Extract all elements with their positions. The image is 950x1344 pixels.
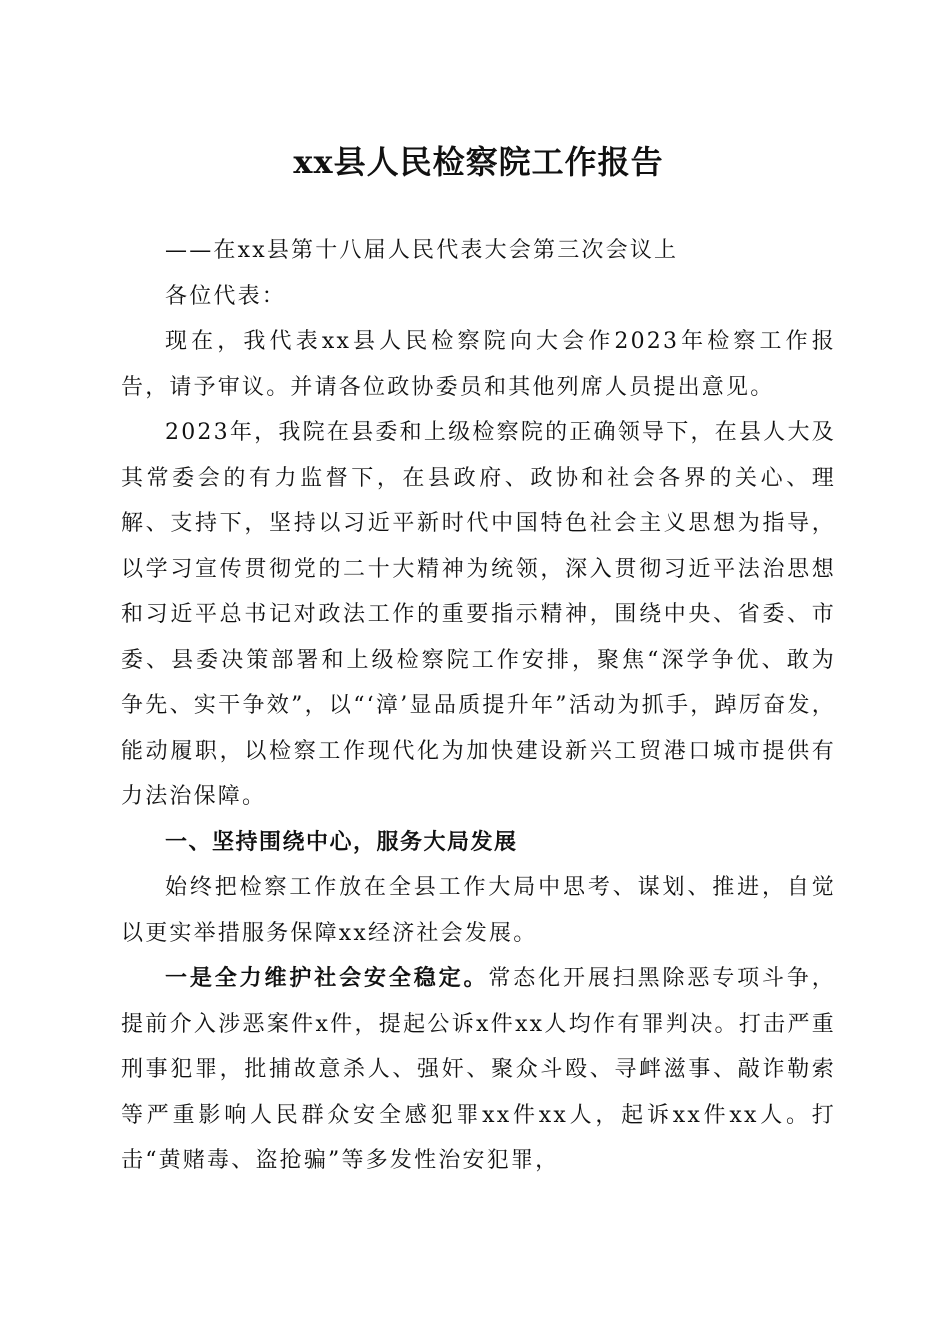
section-paragraph: 始终把检察工作放在全县工作大局中思考、谋划、推进，自觉以更实举措服务保障xx经济社会发展。 xyxy=(121,875,836,946)
salutation: 各位代表： xyxy=(165,283,287,309)
item-body: 常态化开展扫黑除恶专项斗争，提前介入涉恶案件x件，提起公诉x件xx人均作有罪判决。打击严重刑事犯罪，批捕故意杀人、强奸、聚众斗殴、寻衅滋事、敲诈勒索等严重影响人民群众安全感犯罪xx件xx人，起诉xx件xx人。打击“黄赌毒、盗抢骗”等多发性治安犯罪， xyxy=(121,966,836,1173)
summary-paragraph: 2023年，我院在县委和上级检察院的正确领导下，在县人大及其常委会的有力监督下，在县政府、政协和社会各界的关心、理解、支持下，坚持以习近平新时代中国特色社会主义思想为指导，以学习宣传贯彻党的二十大精神为统领，深入贯彻习近平法治思想和习近平总书记对政法工作的重要指示精神，围绕中央、省委、市委、县委决策部署和上级检察院工作安排，聚焦“深学争优、敢为争先、实干争效”，以“‘漳’显品质提升年”活动为抓手，踔厉奋发，能动履职，以检察工作现代化为加快建设新兴工贸港口城市提供有力法治保障。 xyxy=(121,420,836,809)
item-lead: 一是全力维护社会安全稳定。 xyxy=(165,965,489,991)
item-paragraph xyxy=(121,956,836,1184)
subtitle: ——在xx县第十八届人民代表大会第三次会议上 xyxy=(165,238,679,263)
intro-paragraph: 现在，我代表xx县人民检察院向大会作2023年检察工作报告，请予审议。并请各位政协委员和其他列席人员提出意见。 xyxy=(121,329,836,400)
document-body xyxy=(121,228,836,1184)
document-title: xx县人民检察院工作报告 xyxy=(293,143,664,181)
section-heading: 一、坚持围绕中心，服务大局发展 xyxy=(165,829,518,855)
